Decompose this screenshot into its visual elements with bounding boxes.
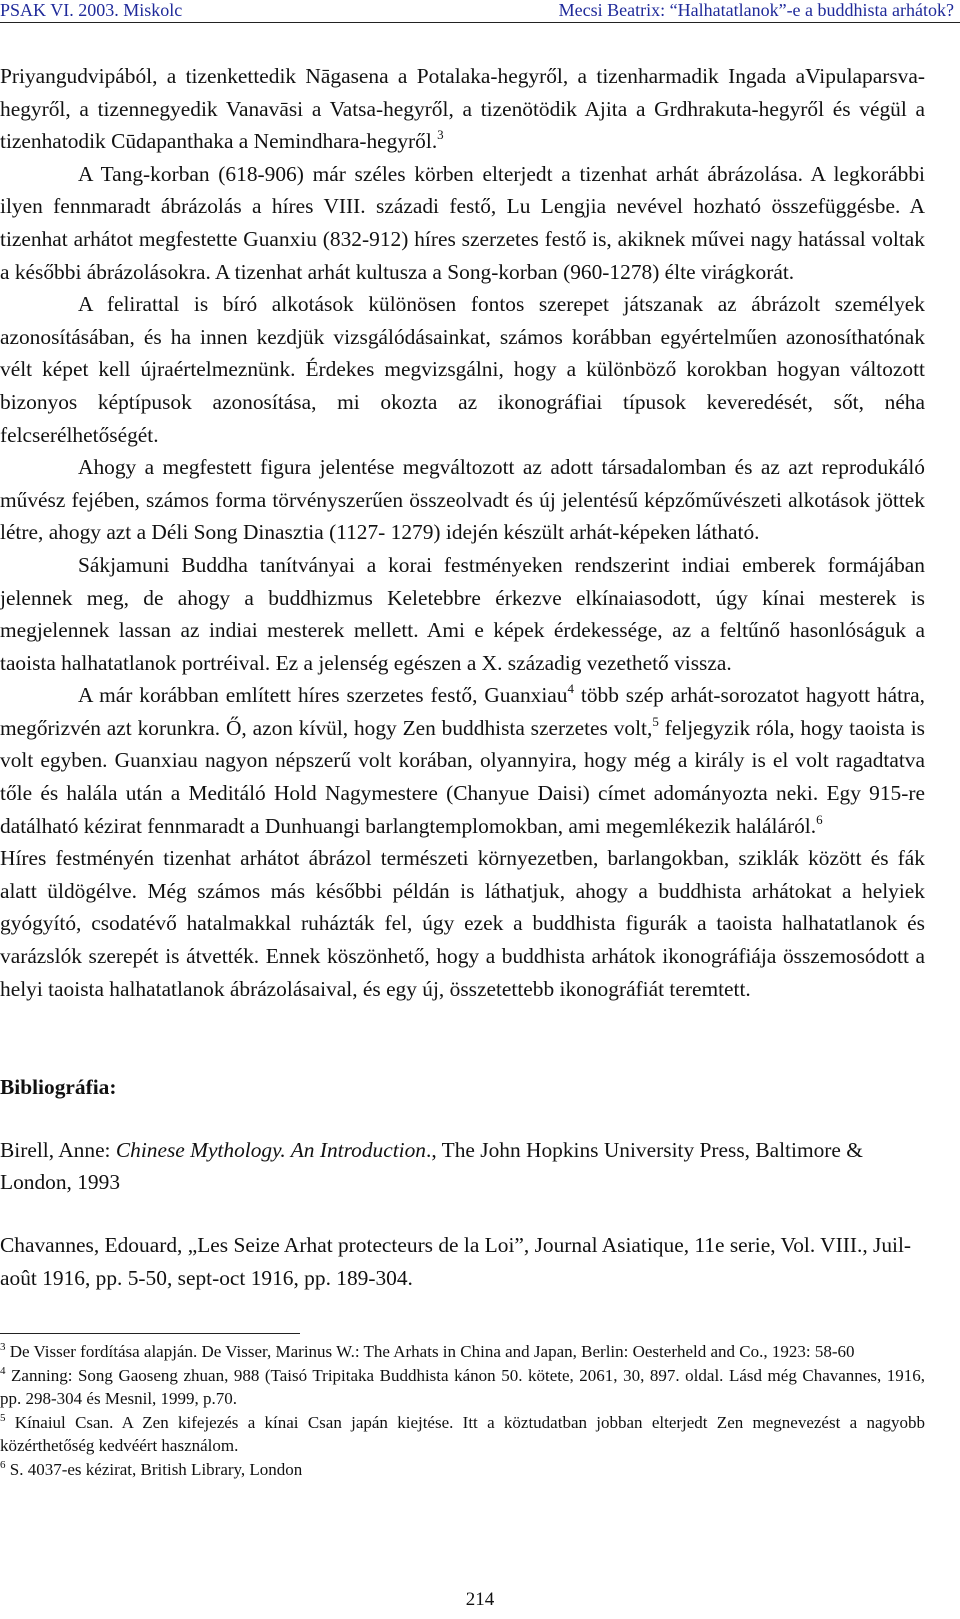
- spacer: [0, 1199, 925, 1229]
- bib-title: Chinese Mythology. An Introduction: [115, 1137, 426, 1162]
- footnote-6: [0, 1458, 925, 1482]
- footnote-5: [0, 1411, 925, 1458]
- bibliography-entry: [0, 1229, 925, 1294]
- bib-author: Birell, Anne:: [0, 1137, 116, 1162]
- footnote-number: 5: [0, 1411, 6, 1424]
- paragraph-1-text: Priyangudvipából, a tizenkettedik Nāgasena a Potalaka-hegyről, a tizenharmadik Ingada aVipulaparsva-hegyről, a tizennegyedik Vanavāsi a Vatsa-hegyről, a tizenötödik Ajita a Grdhrakuta-hegyről és végül a tizenhatodik Cūdapanthaka a Nemindhara-hegyről.: [0, 64, 925, 154]
- footnote-4: [0, 1364, 925, 1411]
- footnote-number: 3: [0, 1341, 6, 1353]
- footnote-text: Kínaiul Csan. A Zen kifejezés a kínai Csan japán kiejtése. Itt a köztudatban jobban elterjedt Zen megnevezést a nagyobb közérthetőség kedvéért használom.: [0, 1412, 925, 1455]
- footnote-text: S. 4037-es kézirat, British Library, London: [5, 1459, 303, 1479]
- footnote-number: 6: [0, 1458, 6, 1471]
- header-journal: PSAK VI. 2003. Miskolc: [0, 0, 183, 20]
- spacer: [0, 1005, 925, 1071]
- footnote-3: [0, 1340, 925, 1364]
- paragraph-4: Sákjamuni Buddha tanítványai a korai festményeken rendszerint indiai emberek formájában jelennek meg, de ahogy a buddhizmus Keletebbre érkezve elkínaiasodott, úgy kínai mesterek is megjelennek lassan az indiai mesterek mellett. Ami e képek érdekessége, az a feltűnő hasonlóságuk a taoista halhatatlanok portréival. Ez a jelenség egészen a X. századig vezethető vissza.: [0, 552, 925, 675]
- footnote-ref-3[interactable]: 3: [437, 127, 444, 143]
- paragraph-3: Ahogy a megfestett figura jelentése megváltozott az adott társadalomban és az azt reprodukáló művész fejében, számos forma törvényszerűen összeolvadt és új jelentésű képzőművészeti alkotások jöttek létre, ahogy azt a Déli Song Dinasztia (1127- 1279) idején készült arhát-képeken látható.: [0, 455, 925, 545]
- paragraph-6: Híres festményén tizenhat arhátot ábrázol természeti környezetben, barlangokban, sziklák között és fák alatt üldögélve. Még számos más későbbi példán is láthatjuk, ahogy a buddhista arhátokat a helyiek gyógyító, csodatévő hatalmakkal ruházták fel, úgy ezek a buddhista figurák a taoista halhatatlanok és varázslók szerepét is átvették. Ennek köszönhető, hogy a buddhista arhátok ikonográfiája összemosódott a helyi taoista halhatatlanok ábrázolásaival, és egy új, összetettebb ikonográfiát teremtett.: [0, 846, 925, 1001]
- spacer: [0, 1104, 925, 1134]
- footnote-separator: [0, 1333, 300, 1334]
- page-number: 214: [465, 1589, 495, 1610]
- running-header: [0, 0, 960, 23]
- bibliography-entry: [0, 1134, 925, 1199]
- paragraph-1: [0, 60, 925, 288]
- footnote-ref-5[interactable]: 5: [652, 713, 659, 729]
- paragraph-2: A felirattal is bíró alkotások különösen fontos szerepet játszanak az ábrázolt személyek azonosításában, és ha innen kezdjük vizsgálódásainkat, számos korábban egyértelműen azonosíthatónak vélt képet kell újraértelmeznünk. Érdekes megvizsgálni, hogy a különböző korokban hogyan változott bizonyos képtípusok azonosítása, mi okozta az ikonográfiai típusok keveredését, sőt, néha felcserélhetőségét.: [0, 292, 925, 447]
- bib-details: „Les Seize Arhat protecteurs de la Loi”, Journal Asiatique, 11e serie, Vol. VIII., Juil-août 1916, pp. 5-50, sept-oct 1916, pp. 189-304.: [0, 1233, 912, 1290]
- paragraph-5-text-cont: több szép arhát-sorozatot hagyott hátra, megőrizvén azt korunkra. Ő, azon kívül, hogy Zen buddhista szerzetes volt,: [0, 683, 925, 740]
- bibliography-heading: Bibliográfia:: [0, 1075, 117, 1100]
- footnotes: [0, 1340, 925, 1481]
- paragraph-5: [0, 679, 925, 842]
- main-text: [0, 60, 925, 1294]
- footnote-text: Zanning: Song Gaoseng zhuan, 988 (Taisó Tripitaka Buddhista kánon 50. kötete, 2061, 30, 897. oldal. Lásd még Chavannes, 1916, pp. 298-304 és Mesnil, 1999, p.70.: [0, 1365, 925, 1408]
- footnote-ref-4[interactable]: 4: [567, 681, 574, 697]
- paragraph-5-text-end: feljegyzik róla, hogy taoista is volt egyben. Guanxiau nagyon népszerű volt korában, olyannyira, hogy még a király is el volt ragadtatva tőle és halála után a Meditáló Hold Nagymestere (Chanyue Daisi) címet adományozta neki. Egy 915-re datálható kézirat fennmaradt a Dunhuangi barlangtemplomokban, ami megemlékezik haláláról.: [0, 715, 926, 838]
- header-article-title: Mecsi Beatrix: “Halhatatlanok”-e a buddhista arhátok?: [558, 0, 954, 20]
- bib-details: ., The John Hopkins University Press, Baltimore & London, 1993: [0, 1137, 863, 1195]
- paragraph-1-text-cont: A Tang-korban (618-906) már széles körben elterjedt a tizenhat arhát ábrázolása. A legkorábbi ilyen fennmaradt ábrázolás a híres VIII. századi festő, Lu Lengjia nevével hozható összefüggésbe. A tizenhat arhátot megfestette Guanxiu (832-912) híres szerzetes festő is, akiknek művei nagy hatással voltak a későbbi ábrázolásokra. A tizenhat arhát kultusza a Song-korban (960-1278) élte virágkorát.: [0, 161, 925, 284]
- bib-author: Chavannes, Edouard,: [0, 1233, 188, 1257]
- footnote-number: 4: [0, 1364, 6, 1377]
- footnote-text: De Visser fordítása alapján. De Visser, Marinus W.: The Arhats in China and Japan, Berlin: Oesterheld and Co., 1923: 58-60: [5, 1342, 855, 1361]
- paragraph-5-text: A már korábban említett híres szerzetes festő, Guanxiau: [78, 683, 568, 708]
- footnote-ref-6[interactable]: 6: [816, 811, 823, 827]
